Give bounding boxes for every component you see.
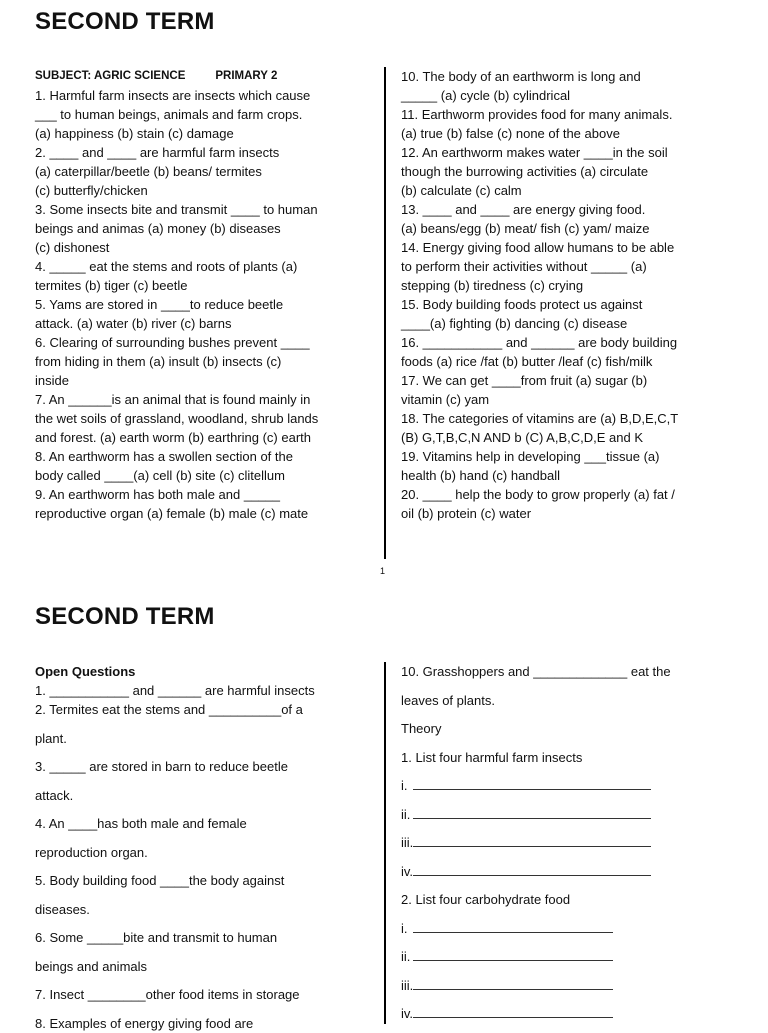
answer-label: i.: [401, 920, 408, 936]
answer-blank[interactable]: [413, 836, 651, 847]
question-line: body called ____(a) cell (b) site (c) clitellum: [35, 468, 285, 483]
question-line: 20. ____ help the body to grow properly (a) fat /: [401, 487, 675, 502]
theory-question: 2. List four carbohydrate food: [401, 892, 571, 907]
answer-label: iii.: [401, 977, 414, 993]
question-text: 10. Grasshoppers and _____________ eat the: [401, 664, 671, 679]
answer-label: iv.: [401, 1006, 414, 1021]
question-list: [35, 681, 351, 1033]
answer-blank[interactable]: [413, 979, 613, 990]
question-line: 16. ___________ and ______ are body building: [401, 335, 678, 350]
question-line: 5. Yams are stored in ____to reduce beetle: [35, 297, 284, 312]
question-line: though the burrowing activities (a) circulate: [401, 164, 649, 179]
answer-blank[interactable]: [413, 808, 651, 819]
page-title: SECOND TERM: [35, 8, 215, 35]
question-line: inside: [35, 373, 69, 388]
question-line: diseases.: [35, 901, 90, 917]
answer-row: [401, 862, 711, 881]
answer-row: [401, 947, 711, 966]
question-line: ____(a) fighting (b) dancing (c) disease: [401, 316, 628, 331]
question-line: attack. (a) water (b) river (c) barns: [35, 316, 232, 331]
question-line: 14. Energy giving food allow humans to be able: [401, 240, 675, 255]
answer-label: ii.: [401, 806, 411, 822]
question-line: plant.: [35, 730, 67, 746]
theory-heading: Theory: [401, 721, 442, 736]
question-line: health (b) hand (c) handball: [401, 468, 560, 483]
question-line: 18. The categories of vitamins are (a) B,D,E,C,T: [401, 411, 679, 426]
question-line: (B) G,T,B,C,N AND b (C) A,B,C,D,E and K: [401, 430, 644, 445]
question-list: [401, 67, 731, 523]
page-number: 1: [380, 566, 386, 576]
question-line: attack.: [35, 787, 74, 803]
column-divider: [384, 662, 386, 1024]
page-title: SECOND TERM: [35, 603, 215, 630]
question-line: oil (b) protein (c) water: [401, 506, 532, 521]
page1-left-column: [35, 67, 365, 523]
answer-row: [401, 833, 711, 852]
question-line: _____ (a) cycle (b) cylindrical: [401, 88, 571, 103]
question-line: (a) caterpillar/beetle (b) beans/ termites: [35, 164, 262, 179]
question-line: 11. Earthworm provides food for many animals.: [401, 107, 673, 122]
question-line: foods (a) rice /fat (b) butter /leaf (c) fish/milk: [401, 354, 653, 369]
answer-row: [401, 805, 711, 824]
question-line: beings and animals: [35, 958, 148, 974]
question-line: from hiding in them (a) insult (b) insects (c): [35, 354, 282, 369]
answer-blank[interactable]: [413, 950, 613, 961]
question-line: 1. Harmful farm insects are insects which cause: [35, 88, 311, 103]
page2-left-column: [35, 662, 351, 1033]
theory-question: 1. List four harmful farm insects: [401, 749, 583, 765]
subject-line: [35, 67, 365, 86]
question-line: 3. Some insects bite and transmit ____ to human: [35, 202, 318, 217]
page1-right-column: [401, 67, 731, 523]
question-line: ___ to human beings, animals and farm crops.: [35, 107, 303, 122]
question-line: 4. An ____has both male and female: [35, 816, 247, 831]
answer-row: [401, 919, 711, 938]
question-line: 13. ____ and ____ are energy giving food.: [401, 202, 646, 217]
question-line: to perform their activities without _____ (a): [401, 259, 647, 274]
open-questions-heading: Open Questions: [35, 664, 136, 679]
column-divider: [384, 67, 386, 559]
question-line: 6. Clearing of surrounding bushes prevent ____: [35, 335, 310, 350]
question-line: reproduction organ.: [35, 844, 148, 860]
class-level: PRIMARY 2: [215, 70, 278, 82]
answer-label: ii.: [401, 949, 411, 964]
answer-row: [401, 776, 711, 795]
question-line: and forest. (a) earth worm (b) earthring (c) earth: [35, 430, 311, 445]
question-line: (a) beans/egg (b) meat/ fish (c) yam/ maize: [401, 221, 650, 236]
answer-label: iv.: [401, 863, 414, 879]
question-line: (a) true (b) false (c) none of the above: [401, 126, 620, 141]
question-line: the wet soils of grassland, woodland, shrub lands: [35, 411, 319, 426]
subject-label: SUBJECT: AGRIC SCIENCE: [35, 70, 186, 82]
question-line: (b) calculate (c) calm: [401, 183, 522, 198]
question-line: 15. Body building foods protect us against: [401, 297, 643, 312]
question-line: 2. ____ and ____ are harmful farm insects: [35, 145, 280, 160]
question-line: 2. Termites eat the stems and __________of a: [35, 702, 303, 717]
question-list: [35, 86, 365, 523]
question-line: 4. _____ eat the stems and roots of plants (a): [35, 259, 298, 274]
question-line: 8. An earthworm has a swollen section of the: [35, 449, 293, 464]
question-line: 6. Some _____bite and transmit to human: [35, 930, 278, 945]
question-line: beings and animas (a) money (b) diseases: [35, 221, 281, 236]
answer-label: iii.: [401, 835, 414, 850]
question-line: reproductive organ (a) female (b) male (c) mate: [35, 506, 309, 521]
question-line: 7. An ______is an animal that is found mainly in: [35, 392, 311, 407]
question-text: leaves of plants.: [401, 692, 495, 708]
question-line: 7. Insect ________other food items in storage: [35, 987, 300, 1002]
answer-blank[interactable]: [413, 865, 651, 876]
question-line: (a) happiness (b) stain (c) damage: [35, 126, 234, 141]
question-line: stepping (b) tiredness (c) crying: [401, 278, 584, 293]
question-line: 10. The body of an earthworm is long and: [401, 69, 641, 84]
answer-list: [401, 919, 711, 1033]
answer-blank[interactable]: [413, 779, 651, 790]
question-line: 17. We can get ____from fruit (a) sugar (b): [401, 373, 648, 388]
answer-blank[interactable]: [413, 922, 613, 933]
question-line: 1. ___________ and ______ are harmful insects: [35, 683, 315, 698]
question-line: termites (b) tiger (c) beetle: [35, 278, 188, 293]
question-line: 12. An earthworm makes water ____in the soil: [401, 145, 668, 160]
question-line: 3. _____ are stored in barn to reduce beetle: [35, 759, 288, 774]
answer-label: i.: [401, 778, 408, 793]
question-line: 9. An earthworm has both male and _____: [35, 487, 280, 502]
question-line: (c) butterfly/chicken: [35, 183, 148, 198]
answer-row: [401, 1004, 711, 1023]
question-line: 5. Body building food ____the body against: [35, 873, 285, 888]
page2-right-column: [401, 662, 711, 1033]
question-line: (c) dishonest: [35, 240, 110, 255]
answer-blank[interactable]: [413, 1007, 613, 1018]
question-line: 8. Examples of energy giving food are: [35, 1015, 254, 1031]
answer-list: [401, 776, 711, 890]
answer-row: [401, 976, 711, 995]
question-line: vitamin (c) yam: [401, 392, 490, 407]
question-line: 19. Vitamins help in developing ___tissue (a): [401, 449, 660, 464]
